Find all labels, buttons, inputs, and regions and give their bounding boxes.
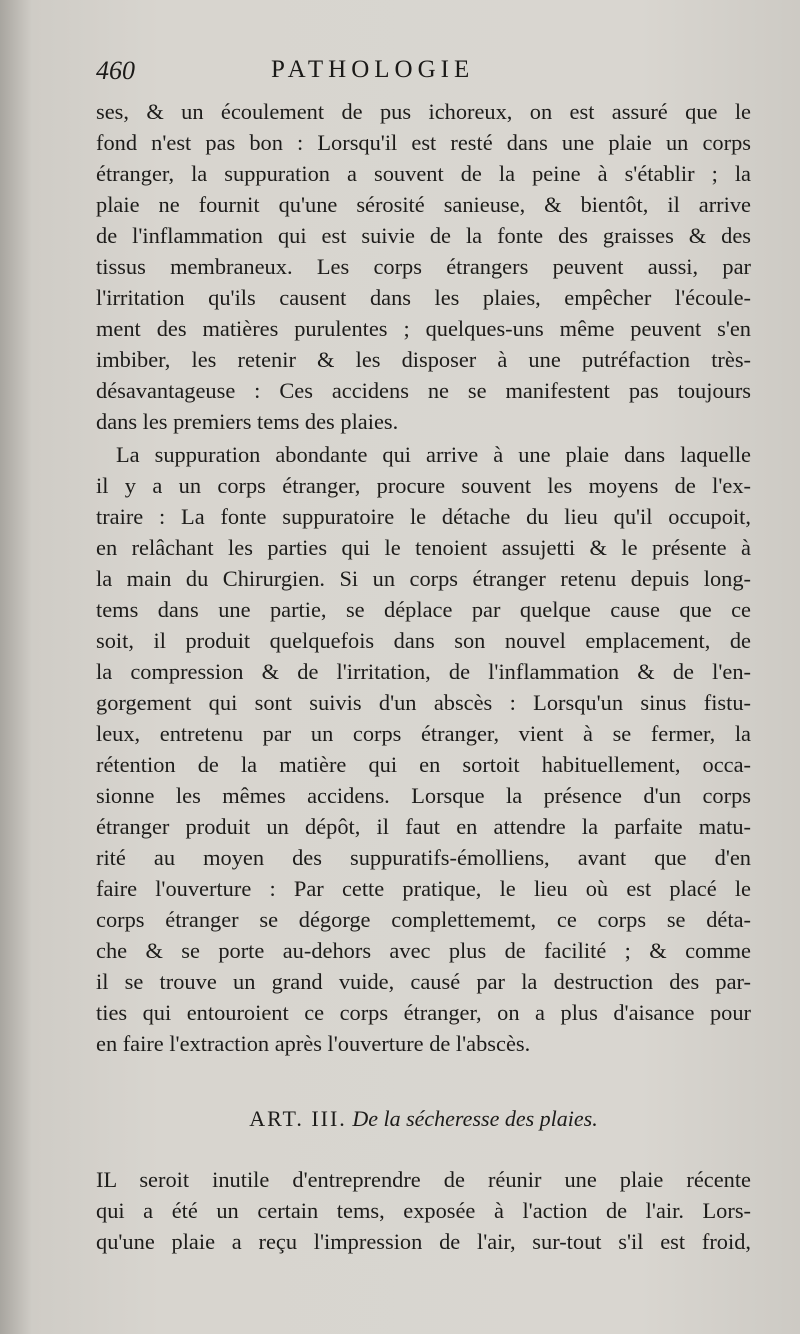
text-line: faire l'ouverture : Par cette pratique, le lieu où est placé le [96, 876, 751, 901]
text-line: rétention de la matière qui en sortoit habituellement, occa- [96, 752, 751, 777]
text-line: en relâchant les parties qui le tenoient assujetti & le présente à [96, 535, 751, 560]
text-line: étranger produit un dépôt, il faut en attendre la parfaite matu- [96, 814, 751, 839]
text-line: leux, entretenu par un corps étranger, vient à se fermer, la [96, 721, 751, 746]
article-label: ART. III. [249, 1106, 347, 1131]
text-line: il se trouve un grand vuide, causé par la destruction des par- [96, 969, 751, 994]
text-line: La suppuration abondante qui arrive à une plaie dans laquelle [116, 442, 751, 467]
text-line: che & se porte au-dehors avec plus de facilité ; & comme [96, 938, 751, 963]
article-title: De la sécheresse des plaies. [352, 1106, 598, 1131]
text-line: ties qui entouroient ce corps étranger, on a plus d'aisance pour [96, 1000, 751, 1025]
text-line: qu'une plaie a reçu l'impression de l'air, sur-tout s'il est froid, [96, 1229, 751, 1254]
text-line: tissus membraneux. Les corps étrangers peuvent aussi, par [96, 254, 751, 279]
text-line: ment des matières purulentes ; quelques-uns même peuvent s'en [96, 316, 751, 341]
paragraph-2 [96, 439, 751, 1059]
text-line: étranger, la suppuration a souvent de la peine à s'établir ; la [96, 161, 751, 186]
text-line: imbiber, les retenir & les disposer à une putréfaction très- [96, 347, 751, 372]
text-line: la main du Chirurgien. Si un corps étranger retenu depuis long- [96, 566, 751, 591]
text-line: rité au moyen des suppuratifs-émolliens, avant que d'en [96, 845, 751, 870]
text-line: traire : La fonte suppuratoire le détache du lieu qu'il occupoit, [96, 504, 751, 529]
text-line: il y a un corps étranger, procure souvent les moyens de l'ex- [96, 473, 751, 498]
text-line: la compression & de l'irritation, de l'inflammation & de l'en- [96, 659, 751, 684]
text-line: IL seroit inutile d'entreprendre de réunir une plaie récente [96, 1167, 751, 1192]
text-line: soit, il produit quelquefois dans son nouvel emplacement, de [96, 628, 751, 653]
article-heading [96, 1106, 751, 1132]
text-line: fond n'est pas bon : Lorsqu'il est resté dans une plaie un corps [96, 130, 751, 155]
text-line: plaie ne fournit qu'une sérosité sanieuse, & bientôt, il arrive [96, 192, 751, 217]
text-line: l'irritation qu'ils causent dans les plaies, empêcher l'écoule- [96, 285, 751, 310]
text-line: tems dans une partie, se déplace par quelque cause que ce [96, 597, 751, 622]
paragraph-3 [96, 1164, 751, 1257]
text-line: en faire l'extraction après l'ouverture de l'abscès. [96, 1031, 531, 1056]
text-line: ses, & un écoulement de pus ichoreux, on est assuré que le [96, 99, 751, 124]
text-line: corps étranger se dégorge complettememt, ce corps se déta- [96, 907, 751, 932]
text-line: de l'inflammation qui est suivie de la fonte des graisses & des [96, 223, 751, 248]
text-line: désavantageuse : Ces accidens ne se manifestent pas toujours [96, 378, 751, 403]
running-title: PATHOLOGIE [271, 56, 475, 83]
paragraph-1 [96, 96, 751, 437]
page-number: 460 [96, 56, 135, 85]
text-line: qui a été un certain tems, exposée à l'action de l'air. Lors- [96, 1198, 751, 1223]
text-line: dans les premiers tems des plaies. [96, 409, 399, 434]
page-header [96, 56, 736, 90]
text-line: gorgement qui sont suivis d'un abscès : Lorsqu'un sinus fistu- [96, 690, 751, 715]
text-line: sionne les mêmes accidens. Lorsque la présence d'un corps [96, 783, 751, 808]
